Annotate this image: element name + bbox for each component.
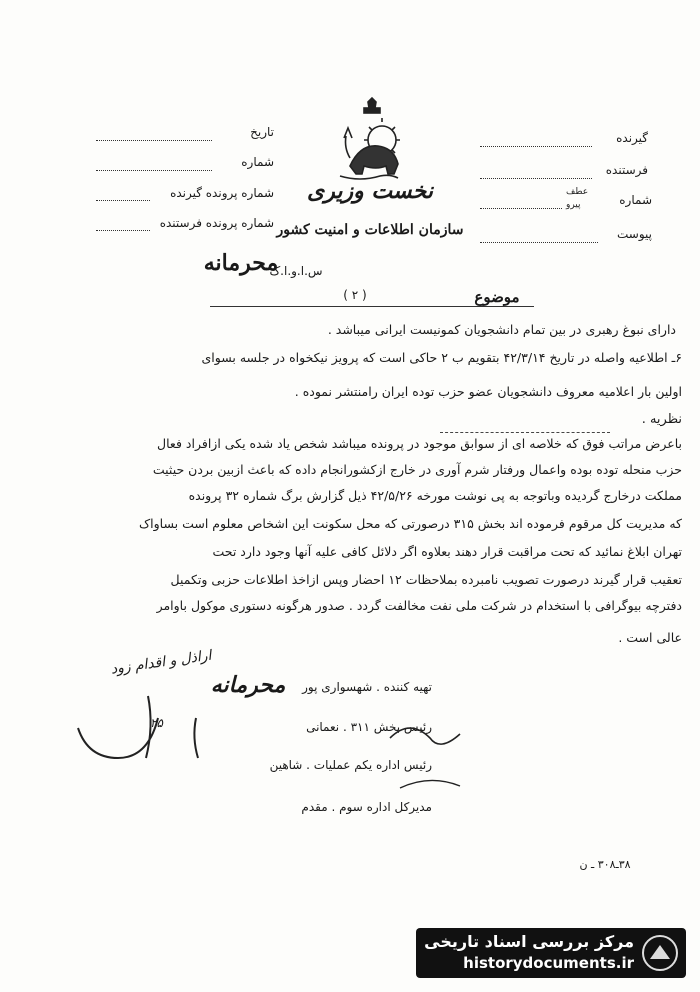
sender-file-number-label: شماره پرونده فرستنده bbox=[159, 216, 274, 230]
body-paragraph-line: که مدیریت کل مرقوم فرموده اند بخش ۳۱۵ درصورتی که محل سکونت این اشخاص معلوم است بساواک bbox=[138, 516, 682, 531]
recipient-label: گیرنده bbox=[616, 131, 648, 145]
handwritten-signature bbox=[70, 688, 210, 768]
recipient-file-number-label: شماره پرونده گیرنده bbox=[170, 186, 274, 200]
date-label: تاریخ bbox=[250, 125, 274, 139]
reference-number-label: شماره bbox=[619, 193, 652, 207]
watermark-icon bbox=[640, 933, 680, 973]
page-number: ( ۲ ) bbox=[343, 288, 367, 302]
section-head: رئیس بخش ۳۱۱ . نعمانی bbox=[306, 720, 432, 734]
date-field bbox=[96, 140, 212, 141]
department-head: رئیس اداره یکم عملیات . شاهین bbox=[269, 758, 432, 772]
classification-heading: محرمانه bbox=[203, 250, 279, 276]
subject-label: موضوع bbox=[474, 288, 520, 306]
lion-and-sun-emblem bbox=[330, 96, 414, 186]
office-code: س.ا.و.ا.ک bbox=[269, 264, 323, 278]
reference-ataf-label: عطف bbox=[566, 187, 589, 197]
body-paragraph-line: باعرض مراتب فوق که خلاصه ای از سوابق موجود در پرونده میباشد شخص یاد شده یکی ازافراد فعال bbox=[157, 436, 682, 451]
recipient-field bbox=[480, 146, 592, 147]
recipient-file-number-field bbox=[96, 200, 150, 201]
reference-number-field bbox=[480, 208, 562, 209]
body-paragraph-line: مملکت درخارج گردیده وباتوجه به پی نوشت مورخه ۴۲/۵/۲۶ ذیل گزارش برگ شماره ۳۲ پرونده bbox=[188, 488, 682, 503]
watermark-url: historydocuments.ir bbox=[463, 954, 634, 972]
sender-field bbox=[480, 178, 592, 179]
body-line-1: دارای نبوغ رهبری در بین تمام دانشجویان کمونیست ایرانی میباشد . bbox=[327, 322, 676, 337]
subject-underline bbox=[210, 306, 534, 307]
opinion-heading: نظریه . bbox=[641, 412, 682, 427]
ink-initials bbox=[380, 708, 500, 808]
body-line-3: اولین بار اعلامیه معروف دانشجویان عضو حزب توده ایران رامنتشر نموده . bbox=[294, 384, 682, 399]
org-title: نخست وزیری bbox=[307, 178, 433, 204]
body-paragraph-line: تعقیب قرار گیرند درصورت تصویب نامبرده بملاحظات ۱۲ احضار وپس ازاخذ اطلاعات حزبی وتکمیل bbox=[170, 572, 682, 587]
sender-file-number-field bbox=[96, 230, 150, 231]
document-reference: ۳۸ـ۳۰۸ ـ ن bbox=[579, 858, 631, 871]
prepared-by: تهیه کننده . شهسواری پور bbox=[302, 680, 432, 694]
body-paragraph-line: تهران ابلاغ نمائید که تحت مراقبت قرار دهند بعلاوه اگر دلائل کافی علیه آنها وجود دارد تحت bbox=[212, 544, 682, 559]
body-paragraph-line: عالی است . bbox=[618, 630, 682, 645]
opinion-underline bbox=[440, 432, 610, 433]
handwritten-note: اراذل و اقدام زود bbox=[109, 647, 213, 678]
number-label: شماره bbox=[241, 155, 274, 169]
body-paragraph-line: دفترچه بیوگرافی با استخدام در شرکت ملی نفت مخالفت گردد . صدور هرگونه دستوری موکول باوامر bbox=[156, 598, 682, 613]
body-paragraph-line: حزب منحله توده بوده واعمال ورفتار شرم آوری در خارج ازکشورانجام داده که باعث ازبین بردن حیثیت bbox=[152, 462, 682, 477]
reference-peyro-label: پیرو bbox=[566, 200, 581, 210]
director-general: مدیرکل اداره سوم . مقدم bbox=[301, 800, 432, 814]
handwritten-number: ۲۵ bbox=[150, 716, 163, 730]
sender-label: فرستنده bbox=[605, 163, 648, 177]
attachment-label: پیوست bbox=[617, 227, 652, 241]
org-subtitle: سازمان اطلاعات و امنیت کشور bbox=[276, 222, 464, 238]
classification-stamp: محرمانه bbox=[210, 672, 286, 698]
number-field bbox=[96, 170, 212, 171]
watermark-title: مرکز بررسی اسناد تاریخی bbox=[424, 932, 634, 951]
body-line-2: ۶ـ اطلاعیه واصله در تاریخ ۴۲/۳/۱۴ بتقویم ب ۲ حاکی است که پرویز نیکخواه در جلسه بسوای bbox=[201, 350, 682, 365]
watermark-logo bbox=[416, 928, 686, 978]
attachment-field bbox=[480, 242, 598, 243]
